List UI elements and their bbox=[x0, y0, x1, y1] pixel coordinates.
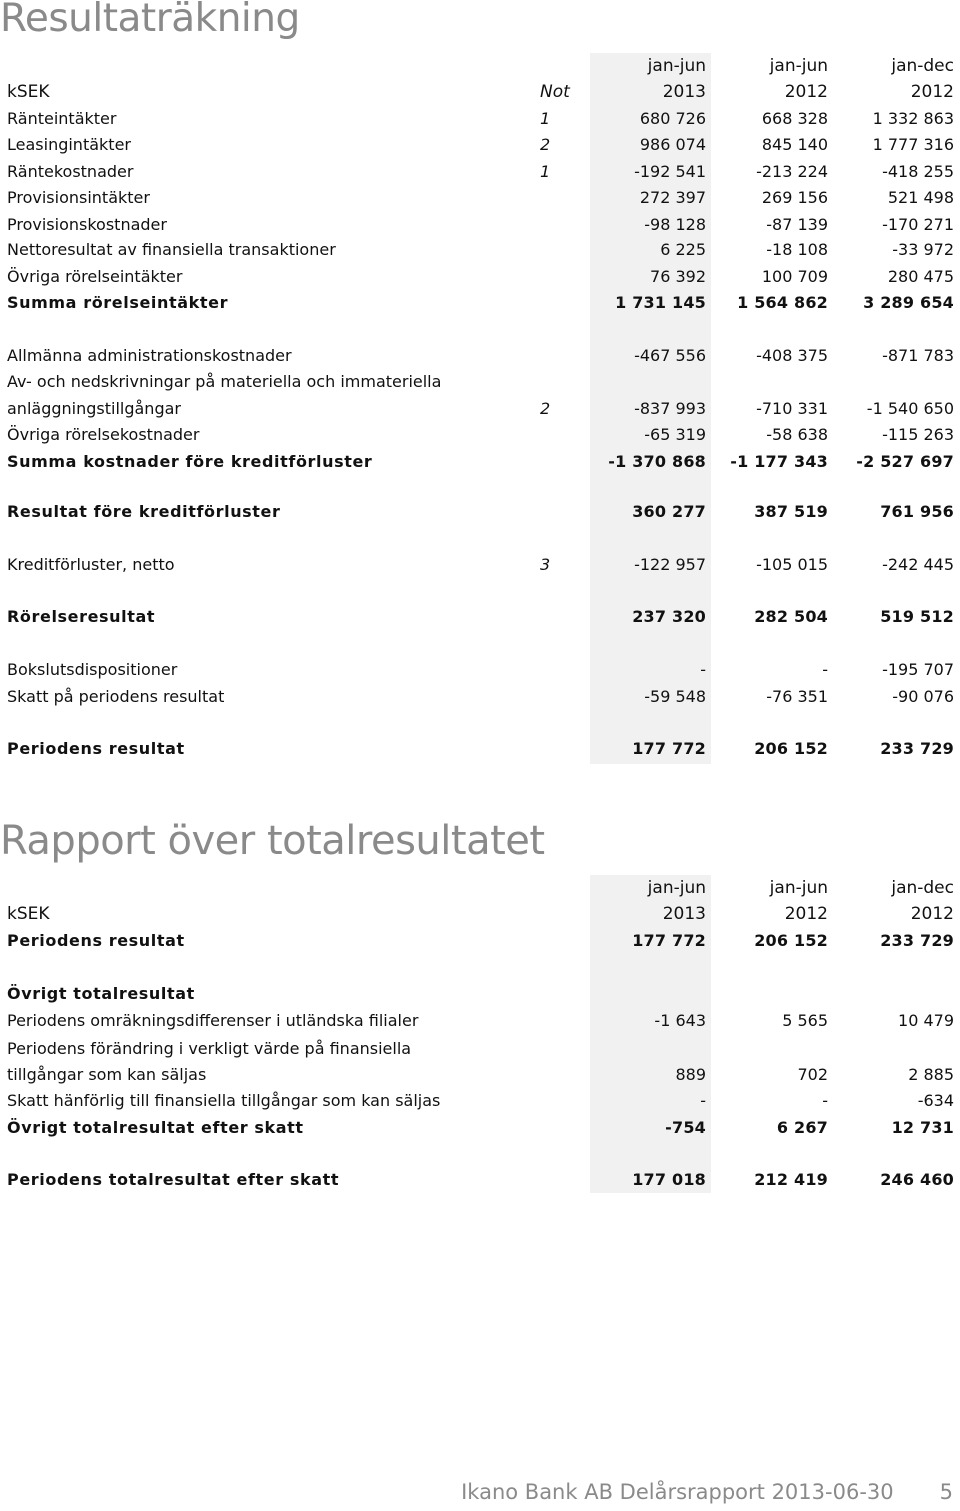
section-heading-row bbox=[0, 981, 960, 1007]
value-2012-h1: - bbox=[822, 1091, 828, 1110]
value-2012-h1: -710 331 bbox=[756, 399, 828, 418]
value-2012-full: -195 707 bbox=[882, 660, 954, 679]
value-2013-h1: -837 993 bbox=[634, 399, 706, 418]
value-2012-full: -418 255 bbox=[882, 162, 954, 181]
value-2013-h1: -1 643 bbox=[654, 1011, 706, 1030]
value-2013-h1: 1 731 145 bbox=[615, 293, 706, 312]
value-2012-h1: 1 564 862 bbox=[737, 293, 828, 312]
year-label: 2012 bbox=[784, 82, 828, 102]
value-2013-h1: 76 392 bbox=[650, 267, 706, 286]
year-label: 2012 bbox=[910, 904, 954, 924]
table-row bbox=[0, 657, 960, 683]
row-note: 1 bbox=[540, 109, 551, 128]
value-2013-h1: 272 397 bbox=[639, 188, 706, 207]
row-label: Periodens omräkningsdifferenser i utländska filialer bbox=[7, 1011, 419, 1030]
value-2012-h1: - bbox=[822, 660, 828, 679]
value-2012-h1: 6 267 bbox=[776, 1118, 828, 1137]
header-period-row bbox=[0, 875, 960, 901]
table-row bbox=[0, 185, 960, 211]
value-2012-full: 3 289 654 bbox=[863, 293, 954, 312]
row-label: Periodens totalresultat efter skatt bbox=[7, 1170, 340, 1189]
total-row bbox=[0, 736, 960, 762]
value-2012-full: 521 498 bbox=[887, 188, 954, 207]
value-2013-h1: 360 277 bbox=[632, 502, 706, 521]
row-label: Leasingintäkter bbox=[7, 135, 131, 154]
unit-label: kSEK bbox=[7, 904, 50, 924]
value-2012-full: -2 527 697 bbox=[856, 452, 954, 471]
row-label: Periodens förändring i verkligt värde på finansiella bbox=[7, 1039, 412, 1058]
subtotal-row bbox=[0, 604, 960, 630]
value-2012-full: 1 332 863 bbox=[872, 109, 954, 128]
value-2012-full: 519 512 bbox=[880, 607, 954, 626]
value-2012-h1: -58 638 bbox=[766, 425, 828, 444]
table-row bbox=[0, 684, 960, 710]
table-row bbox=[0, 264, 960, 290]
row-label: Summa kostnader före kreditförluster bbox=[7, 452, 373, 471]
footer-text: Ikano Bank AB Delårsrapport 2013-06-30 bbox=[461, 1480, 894, 1504]
unit-label: kSEK bbox=[7, 82, 50, 102]
row-note: 2 bbox=[540, 399, 551, 418]
value-2012-h1: -105 015 bbox=[756, 555, 828, 574]
value-2012-h1: -213 224 bbox=[756, 162, 828, 181]
total-row bbox=[0, 928, 960, 954]
value-2012-h1: -18 108 bbox=[766, 240, 828, 259]
value-2012-full: -1 540 650 bbox=[866, 399, 954, 418]
value-2012-h1: 702 bbox=[797, 1065, 828, 1084]
year-label: 2012 bbox=[784, 904, 828, 924]
row-label: Kreditförluster, netto bbox=[7, 555, 175, 574]
value-2012-h1: 5 565 bbox=[782, 1011, 828, 1030]
period-label: jan-jun bbox=[769, 56, 828, 76]
subtotal-row bbox=[0, 290, 960, 316]
row-label: Ränteintäkter bbox=[7, 109, 117, 128]
comprehensive-income-title: Rapport över totalresultatet bbox=[0, 818, 545, 864]
period-label: jan-jun bbox=[647, 56, 706, 76]
table-row bbox=[0, 1062, 960, 1088]
income-statement-title: Resultaträkning bbox=[0, 0, 300, 41]
year-label: 2013 bbox=[662, 904, 706, 924]
period-label: jan-dec bbox=[891, 56, 954, 76]
value-2013-h1: 177 018 bbox=[632, 1170, 706, 1189]
value-2012-full: 233 729 bbox=[880, 739, 954, 758]
value-2012-h1: -76 351 bbox=[766, 687, 828, 706]
value-2012-full: 233 729 bbox=[880, 931, 954, 950]
value-2013-h1: 237 320 bbox=[632, 607, 706, 626]
value-2012-full: -871 783 bbox=[882, 346, 954, 365]
row-label: Periodens resultat bbox=[7, 931, 185, 950]
period-label: jan-dec bbox=[891, 878, 954, 898]
table-row bbox=[0, 159, 960, 185]
subtotal-row bbox=[0, 1115, 960, 1141]
value-2013-h1: - bbox=[700, 660, 706, 679]
header-year-row bbox=[0, 79, 960, 105]
value-2013-h1: -1 370 868 bbox=[608, 452, 706, 471]
page-number: 5 bbox=[939, 1480, 953, 1504]
value-2012-h1: 845 140 bbox=[761, 135, 828, 154]
value-2012-full: -115 263 bbox=[882, 425, 954, 444]
value-2013-h1: -122 957 bbox=[634, 555, 706, 574]
value-2012-h1: 282 504 bbox=[754, 607, 828, 626]
header-year-row bbox=[0, 901, 960, 927]
value-2012-h1: 387 519 bbox=[754, 502, 828, 521]
row-label: Periodens resultat bbox=[7, 739, 185, 758]
value-2013-h1: - bbox=[700, 1091, 706, 1110]
table-row bbox=[0, 343, 960, 369]
value-2012-full: 1 777 316 bbox=[872, 135, 954, 154]
value-2012-h1: 212 419 bbox=[754, 1170, 828, 1189]
value-2013-h1: 889 bbox=[675, 1065, 706, 1084]
table-row bbox=[0, 212, 960, 238]
value-2013-h1: 680 726 bbox=[639, 109, 706, 128]
row-label: Övrigt totalresultat efter skatt bbox=[7, 1118, 304, 1137]
year-label: 2013 bbox=[662, 82, 706, 102]
row-note: 3 bbox=[540, 555, 551, 574]
row-label: Nettoresultat av finansiella transaktioner bbox=[7, 240, 336, 259]
subtotal-row bbox=[0, 449, 960, 475]
table-row bbox=[0, 369, 960, 395]
value-2012-full: 12 731 bbox=[891, 1118, 954, 1137]
value-2012-full: 761 956 bbox=[880, 502, 954, 521]
value-2013-h1: 986 074 bbox=[639, 135, 706, 154]
row-label: Provisionskostnader bbox=[7, 215, 167, 234]
value-2013-h1: -98 128 bbox=[644, 215, 706, 234]
table-row bbox=[0, 552, 960, 578]
row-label: Skatt på periodens resultat bbox=[7, 687, 225, 706]
value-2012-full: -33 972 bbox=[892, 240, 954, 259]
table-row bbox=[0, 106, 960, 132]
row-note: 2 bbox=[540, 135, 551, 154]
value-2012-full: -634 bbox=[917, 1091, 954, 1110]
value-2012-h1: -87 139 bbox=[766, 215, 828, 234]
value-2013-h1: -65 319 bbox=[644, 425, 706, 444]
row-label: Av- och nedskrivningar på materiella och immateriella bbox=[7, 372, 442, 391]
row-label: Övriga rörelsekostnader bbox=[7, 425, 200, 444]
value-2013-h1: 177 772 bbox=[632, 739, 706, 758]
header-period-row bbox=[0, 53, 960, 79]
table-row bbox=[0, 1008, 960, 1034]
value-2012-full: 280 475 bbox=[887, 267, 954, 286]
value-2012-h1: -1 177 343 bbox=[730, 452, 828, 471]
value-2012-full: -90 076 bbox=[892, 687, 954, 706]
table-row bbox=[0, 1036, 960, 1062]
value-2012-h1: 269 156 bbox=[761, 188, 828, 207]
row-label: Resultat före kreditförluster bbox=[7, 502, 281, 521]
row-label: Räntekostnader bbox=[7, 162, 134, 181]
value-2013-h1: -59 548 bbox=[644, 687, 706, 706]
total-row bbox=[0, 1167, 960, 1193]
row-label: Bokslutsdispositioner bbox=[7, 660, 178, 679]
row-label: Summa rörelseintäkter bbox=[7, 293, 229, 312]
row-note: 1 bbox=[540, 162, 551, 181]
row-label: Skatt hänförlig till finansiella tillgångar som kan säljas bbox=[7, 1091, 441, 1110]
value-2012-h1: 206 152 bbox=[754, 931, 828, 950]
value-2013-h1: -754 bbox=[665, 1118, 706, 1137]
table-row bbox=[0, 132, 960, 158]
row-label: anläggningstillgångar bbox=[7, 399, 181, 418]
value-2012-h1: 206 152 bbox=[754, 739, 828, 758]
page-footer bbox=[461, 1480, 953, 1504]
row-label: Övrigt totalresultat bbox=[7, 984, 195, 1003]
value-2012-h1: 100 709 bbox=[761, 267, 828, 286]
table-row bbox=[0, 422, 960, 448]
table-row bbox=[0, 396, 960, 422]
row-label: Övriga rörelseintäkter bbox=[7, 267, 183, 286]
period-label: jan-jun bbox=[769, 878, 828, 898]
value-2012-full: 2 885 bbox=[908, 1065, 954, 1084]
subtotal-row bbox=[0, 499, 960, 525]
value-2013-h1: 6 225 bbox=[660, 240, 706, 259]
value-2013-h1: 177 772 bbox=[632, 931, 706, 950]
value-2012-full: 246 460 bbox=[880, 1170, 954, 1189]
table-row bbox=[0, 1088, 960, 1114]
value-2013-h1: -192 541 bbox=[634, 162, 706, 181]
row-label: Provisionsintäkter bbox=[7, 188, 150, 207]
value-2012-h1: -408 375 bbox=[756, 346, 828, 365]
value-2012-full: 10 479 bbox=[898, 1011, 954, 1030]
table-row bbox=[0, 237, 960, 263]
period-label: jan-jun bbox=[647, 878, 706, 898]
value-2012-h1: 668 328 bbox=[761, 109, 828, 128]
year-label: 2012 bbox=[910, 82, 954, 102]
value-2013-h1: -467 556 bbox=[634, 346, 706, 365]
row-label: Rörelseresultat bbox=[7, 607, 156, 626]
row-label: Allmänna administrationskostnader bbox=[7, 346, 292, 365]
row-label: tillgångar som kan säljas bbox=[7, 1065, 207, 1084]
value-2012-full: -242 445 bbox=[882, 555, 954, 574]
note-header: Not bbox=[540, 82, 570, 102]
value-2012-full: -170 271 bbox=[882, 215, 954, 234]
